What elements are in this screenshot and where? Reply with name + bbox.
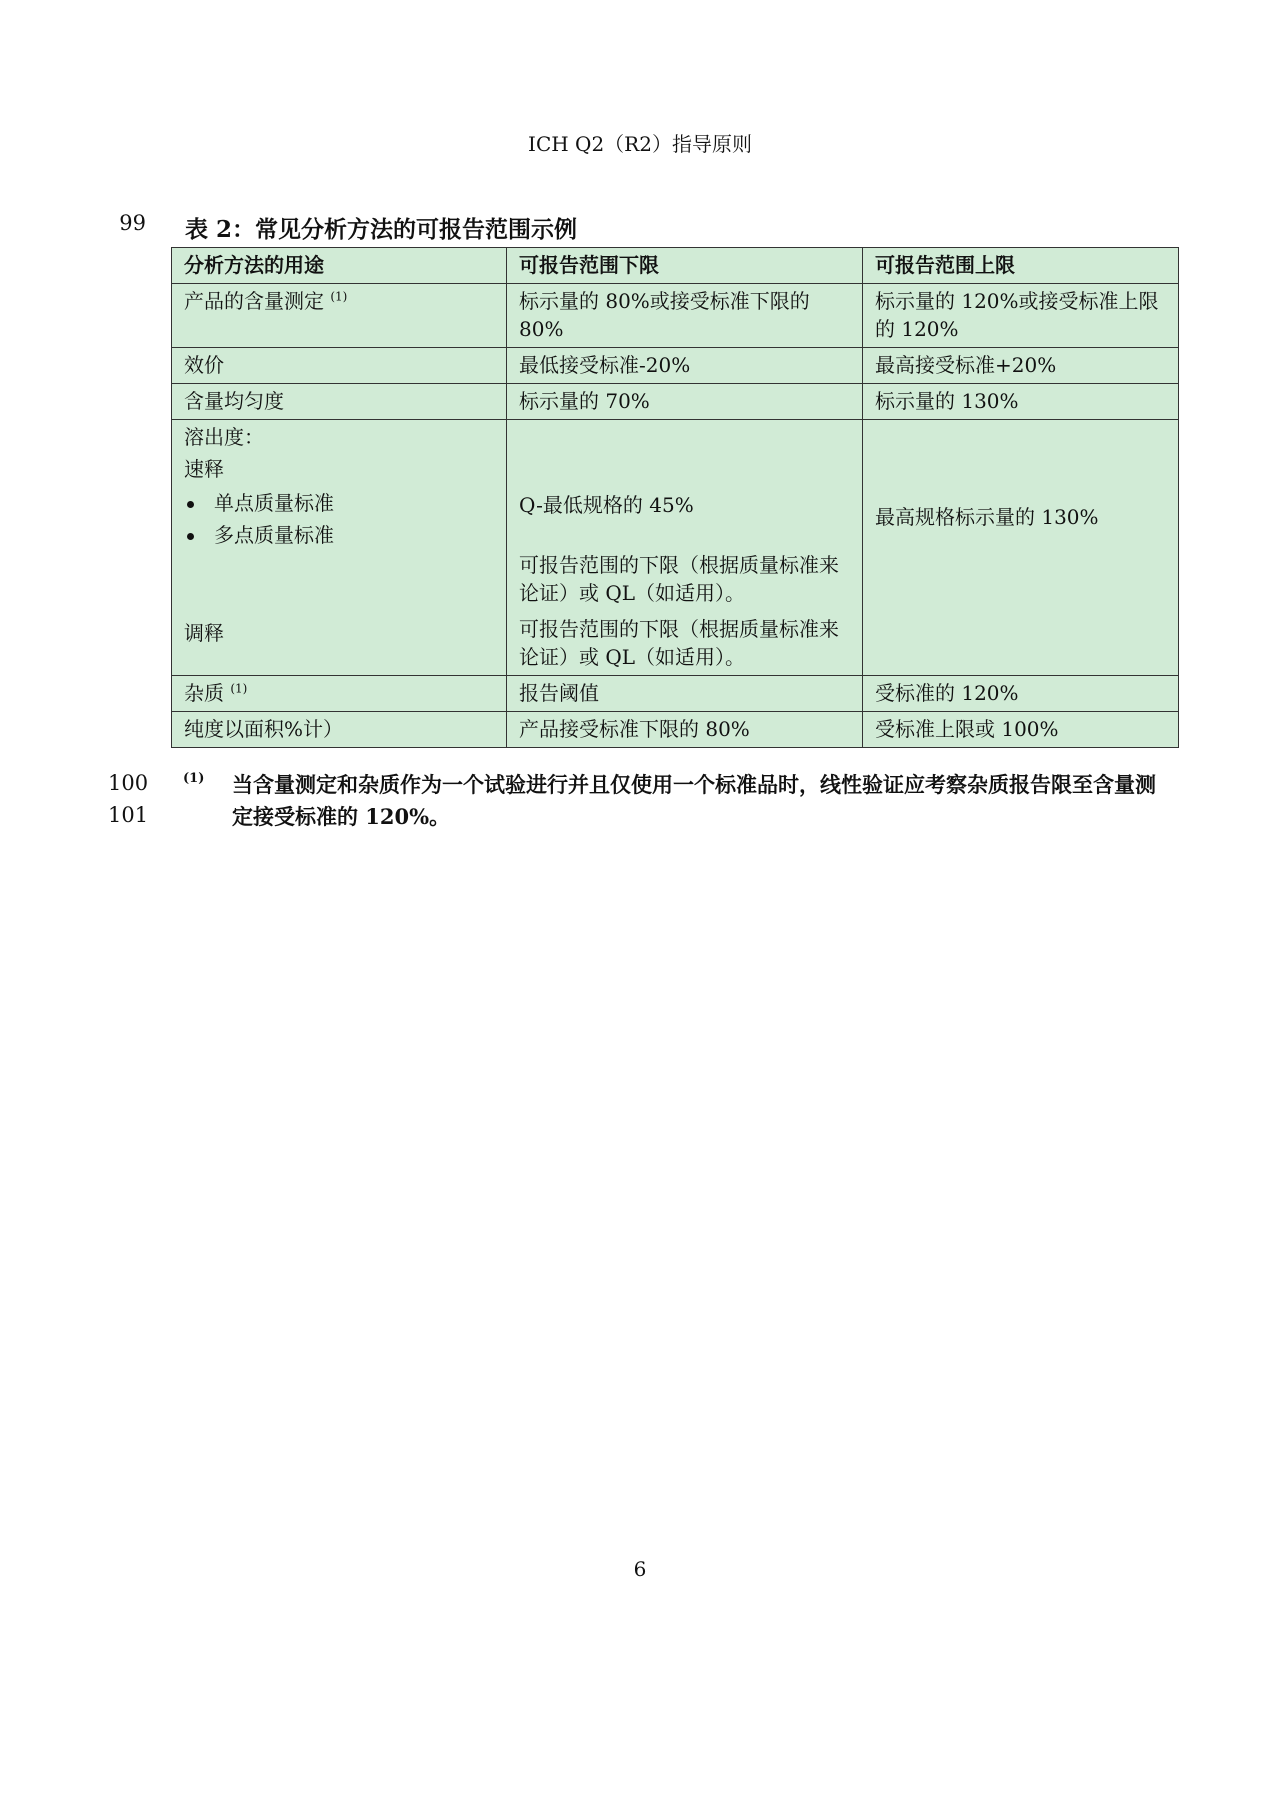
table-cell-use: [172, 284, 507, 348]
table-cell-upper: 受标准上限或 100%: [863, 712, 1179, 748]
dissolution-title: 溶出度：: [184, 425, 264, 449]
table-row-dissolution: [172, 420, 1179, 676]
footnote-text: 当含量测定和杂质作为一个试验进行并且仅使用一个标准品时，线性验证应考察杂质报告限至含量测定接受标准的 120%。: [232, 772, 1156, 829]
bullet-item: 单点质量标准: [184, 489, 494, 517]
table-cell-lower: 标示量的 80%或接受标准下限的 80%: [507, 284, 863, 348]
line-number: 101: [108, 803, 149, 827]
table-cell-use: 效价: [172, 348, 507, 384]
use-text: 产品的含量测定: [184, 289, 324, 313]
ir-single-lower: Q-最低规格的 45%: [519, 493, 694, 517]
reportable-range-table: [171, 247, 1179, 748]
table-row: [172, 712, 1179, 748]
modified-release-label: 调释: [184, 621, 224, 645]
table-row: [172, 676, 1179, 712]
table-cell-lower: 报告阈值: [507, 676, 863, 712]
footnote-marker: (1): [183, 771, 205, 786]
footnote-mark: (1): [230, 681, 248, 696]
line-number: 100: [108, 771, 149, 795]
table-row: [172, 284, 1179, 348]
table-row: [172, 348, 1179, 384]
table-row: [172, 384, 1179, 420]
immediate-release-label: 速释: [184, 457, 224, 481]
table-cell-use: 含量均匀度: [172, 384, 507, 420]
bullet-item: 多点质量标准: [184, 521, 494, 549]
table-header-row: [172, 248, 1179, 284]
table-cell-lower: 标示量的 70%: [507, 384, 863, 420]
table-cell-upper: 标示量的 120%或接受标准上限的 120%: [863, 284, 1179, 348]
page-number: 6: [633, 1557, 647, 1581]
table-cell-lower: [507, 420, 863, 676]
table-cell-upper: [863, 420, 1179, 676]
table-cell-use: 纯度以面积%计）: [172, 712, 507, 748]
table-cell-upper: 标示量的 130%: [863, 384, 1179, 420]
table-cell-use: [172, 676, 507, 712]
line-number: 99: [119, 211, 146, 235]
column-header-upper: 可报告范围上限: [863, 248, 1179, 284]
dissolution-upper: 最高规格标示量的 130%: [875, 505, 1099, 529]
table-cell-use: [172, 420, 507, 676]
use-text: 杂质: [184, 681, 224, 705]
mr-lower: 可报告范围的下限（根据质量标准来论证）或 QL（如适用）。: [519, 617, 839, 669]
column-header-use: 分析方法的用途: [172, 248, 507, 284]
footnote-mark: (1): [330, 289, 348, 304]
table-cell-lower: 产品接受标准下限的 80%: [507, 712, 863, 748]
table-caption: 表 2：常见分析方法的可报告范围示例: [185, 216, 578, 243]
ir-multi-lower: 可报告范围的下限（根据质量标准来论证）或 QL（如适用）。: [519, 553, 839, 605]
table-cell-upper: 最高接受标准+20%: [863, 348, 1179, 384]
table-cell-lower: 最低接受标准-20%: [507, 348, 863, 384]
table-cell-upper: 受标准的 120%: [863, 676, 1179, 712]
column-header-lower: 可报告范围下限: [507, 248, 863, 284]
page-header: ICH Q2（R2）指导原则: [528, 132, 752, 156]
